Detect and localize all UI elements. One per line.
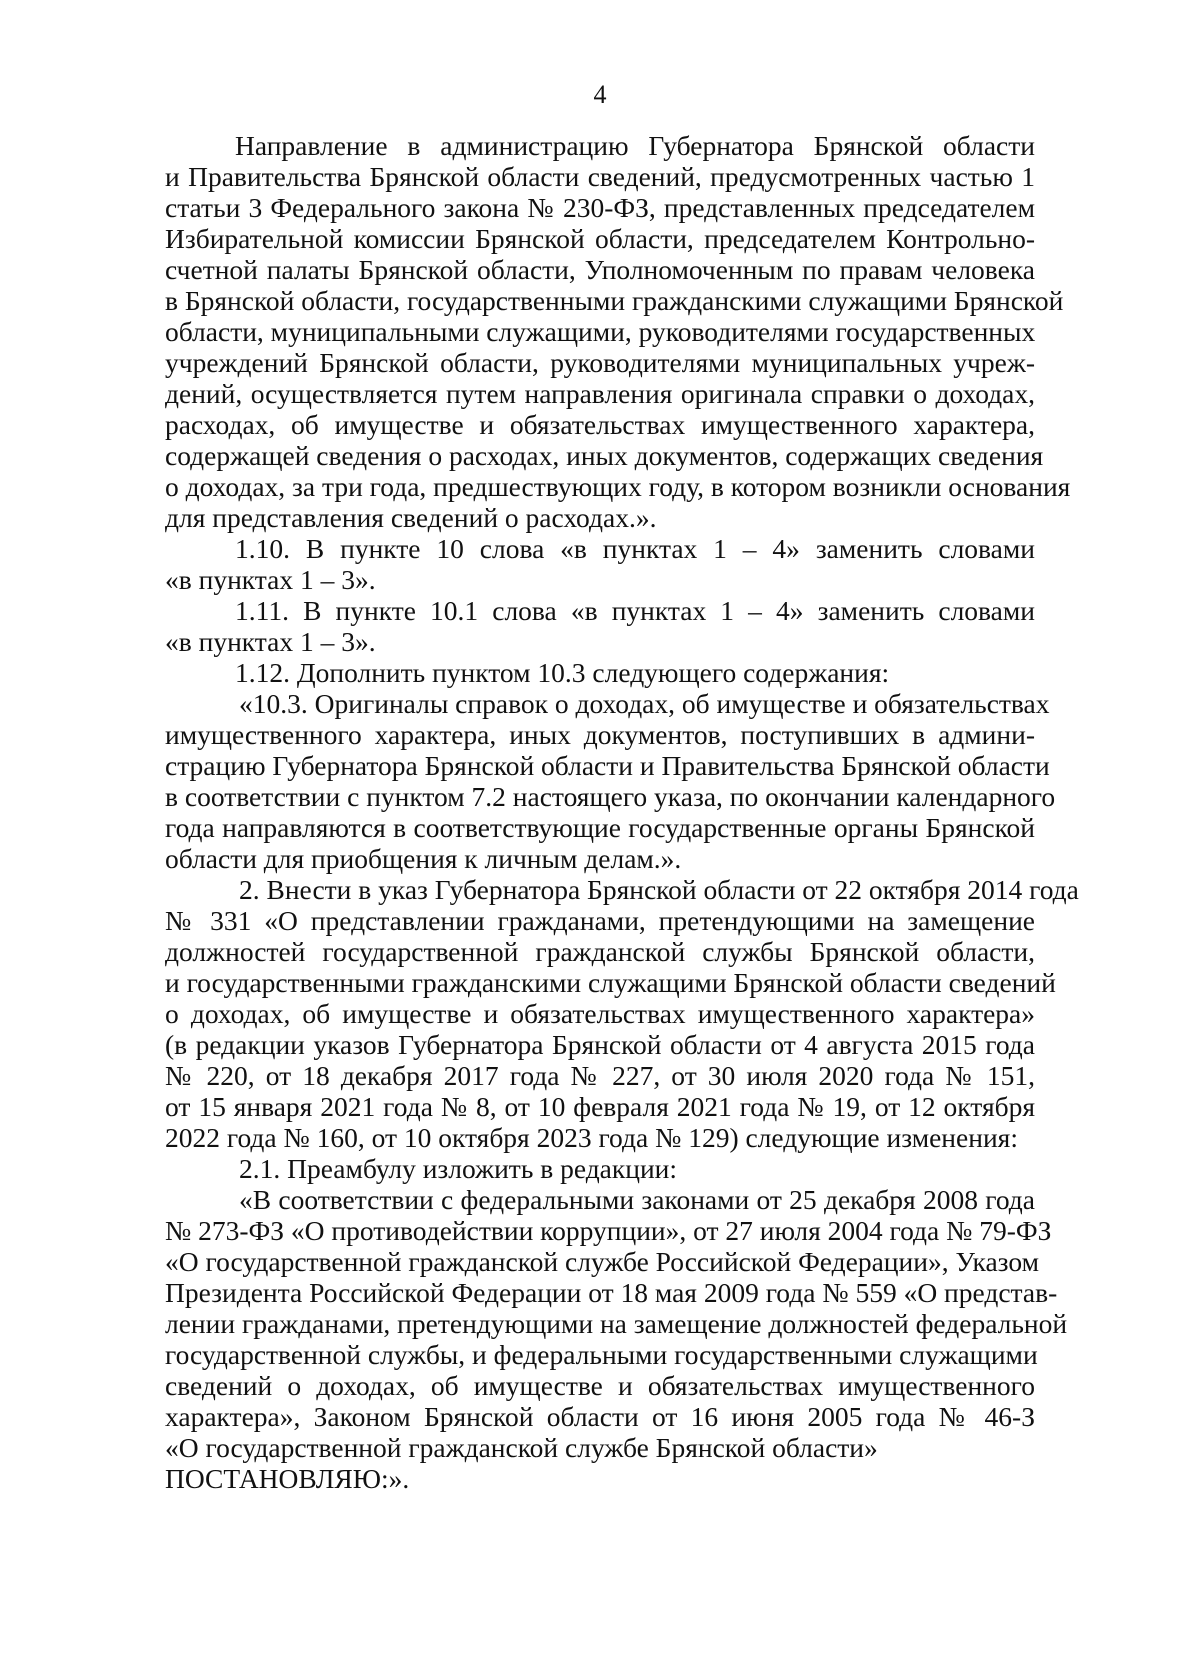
text-line: «10.3. Оригиналы справок о доходах, об имуществе и обязательствах bbox=[239, 688, 1050, 719]
text-line: в соответствии с пунктом 7.2 настоящего указа, по окончании календарного bbox=[165, 781, 1056, 812]
text-line: года направляются в соответствующие государственные органы Брянской bbox=[165, 812, 1035, 843]
text-line: о доходах, об имуществе и обязательствах имущественного характера» bbox=[165, 998, 1035, 1029]
text-line: для представления сведений о расходах.». bbox=[165, 502, 657, 533]
text-line: «в пунктах 1 – 3». bbox=[165, 564, 376, 595]
text-line: Избирательной комиссии Брянской области, председателем Контрольно- bbox=[165, 223, 1035, 254]
text-line: расходах, об имуществе и обязательствах имущественного характера, bbox=[165, 409, 1035, 440]
text-line: в Брянской области, государственными гражданскими служащими Брянской bbox=[165, 285, 1064, 316]
text-line: 1.11. В пункте 10.1 слова «в пунктах 1 – 4» заменить словами bbox=[235, 595, 1035, 626]
text-line: 2022 года № 160, от 10 октября 2023 года № 129) следующие изменения: bbox=[165, 1122, 1018, 1153]
text-line: области для приобщения к личным делам.». bbox=[165, 843, 682, 874]
page-number: 4 bbox=[593, 80, 607, 109]
text-line: статьи 3 Федерального закона № 230-ФЗ, представленных председателем bbox=[165, 192, 1035, 223]
text-line: содержащей сведения о расходах, иных документов, содержащих сведения bbox=[165, 440, 1044, 471]
text-line: сведений о доходах, об имуществе и обязательствах имущественного bbox=[165, 1370, 1035, 1401]
text-line: и Правительства Брянской области сведений, предусмотренных частью 1 bbox=[165, 161, 1035, 192]
text-line: лении гражданами, претендующими на замещение должностей федеральной bbox=[165, 1308, 1068, 1339]
text-line: от 15 января 2021 года № 8, от 10 февраля 2021 года № 19, от 12 октября bbox=[165, 1091, 1035, 1122]
text-line: «О государственной гражданской службе Брянской области» bbox=[165, 1432, 878, 1463]
text-line: и государственными гражданскими служащими Брянской области сведений bbox=[165, 967, 1056, 998]
text-line: характера», Законом Брянской области от 16 июня 2005 года № 46-З bbox=[165, 1401, 1035, 1432]
text-line: ПОСТАНОВЛЯЮ:». bbox=[165, 1463, 410, 1494]
text-line: (в редакции указов Губернатора Брянской области от 4 августа 2015 года bbox=[165, 1029, 1035, 1060]
text-line: счетной палаты Брянской области, Уполномоченным по правам человека bbox=[165, 254, 1035, 285]
text-line: «В соответствии с федеральными законами от 25 декабря 2008 года bbox=[239, 1184, 1035, 1215]
document-body bbox=[165, 130, 1079, 1494]
text-line: 2. Внести в указ Губернатора Брянской области от 22 октября 2014 года bbox=[239, 874, 1079, 905]
text-line: учреждений Брянской области, руководителями муниципальных учреж- bbox=[165, 347, 1035, 378]
text-line: № 331 «О представлении гражданами, претендующими на замещение bbox=[165, 905, 1035, 936]
text-line: должностей государственной гражданской службы Брянской области, bbox=[165, 936, 1035, 967]
text-line: Президента Российской Федерации от 18 мая 2009 года № 559 «О представ- bbox=[165, 1277, 1058, 1308]
text-line: «О государственной гражданской службе Российской Федерации», Указом bbox=[165, 1246, 1039, 1277]
text-line: о доходах, за три года, предшествующих году, в котором возникли основания bbox=[165, 471, 1071, 502]
text-line: имущественного характера, иных документов, поступивших в админи- bbox=[165, 719, 1035, 750]
text-line: 1.12. Дополнить пунктом 10.3 следующего содержания: bbox=[235, 657, 890, 688]
text-line: государственной службы, и федеральными государственными служащими bbox=[165, 1339, 1038, 1370]
text-line: 1.10. В пункте 10 слова «в пунктах 1 – 4» заменить словами bbox=[235, 533, 1035, 564]
text-line: 2.1. Преамбулу изложить в редакции: bbox=[239, 1153, 678, 1184]
text-line: дений, осуществляется путем направления оригинала справки о доходах, bbox=[165, 378, 1035, 409]
text-line: Направление в администрацию Губернатора Брянской области bbox=[235, 130, 1035, 161]
text-line: страцию Губернатора Брянской области и Правительства Брянской области bbox=[165, 750, 1050, 781]
text-line: области, муниципальными служащими, руководителями государственных bbox=[165, 316, 1036, 347]
text-line: № 220, от 18 декабря 2017 года № 227, от 30 июля 2020 года № 151, bbox=[165, 1060, 1035, 1091]
text-line: «в пунктах 1 – 3». bbox=[165, 626, 376, 657]
text-line: № 273-ФЗ «О противодействии коррупции», от 27 июля 2004 года № 79-ФЗ bbox=[165, 1215, 1052, 1246]
